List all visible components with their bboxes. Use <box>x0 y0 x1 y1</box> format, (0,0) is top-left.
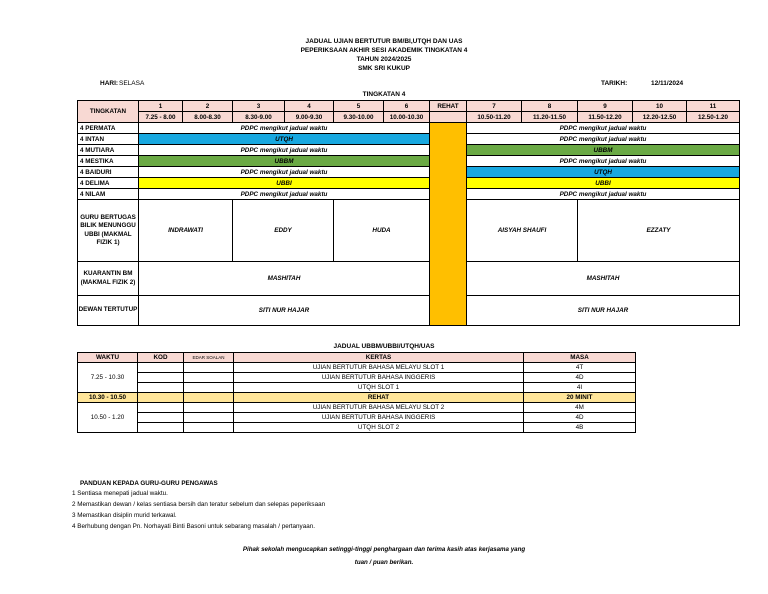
period-10: 10 <box>633 101 687 112</box>
date-label: TARIKH: <box>601 80 628 87</box>
kod-cell <box>138 373 184 383</box>
masa-cell: 4T <box>524 363 636 373</box>
exam-row <box>78 413 636 423</box>
guru-name: EZZATY <box>578 200 740 262</box>
class-pm: PDPC mengikut jadual waktu <box>467 189 740 200</box>
class-row <box>78 145 740 156</box>
period-2: 2 <box>183 101 233 112</box>
guide-item-text: Memastikan dewan / kelas sentiasa bersih dan teratur sebelum dan selepas peperiksaan <box>77 501 326 508</box>
dewan-am: SITI NUR HAJAR <box>139 296 430 326</box>
doc-title-line2: PEPERIKSAAN AKHIR SESI AKADEMIK TINGKATAN 4 <box>300 47 468 54</box>
masa-cell: 4M <box>524 403 636 413</box>
period-6: 6 <box>384 101 430 112</box>
class-pm: UBBI <box>467 178 740 189</box>
time-10: 12.20-12.50 <box>633 112 687 123</box>
exam-row <box>78 423 636 433</box>
edar-cell <box>184 373 234 383</box>
exam-row <box>78 403 636 413</box>
kertas-cell: UJIAN BERTUTUR BAHASA MELAYU SLOT 2 <box>234 403 524 413</box>
exam-table <box>77 352 636 433</box>
class-pm: PDPC mengikut jadual waktu <box>467 134 740 145</box>
guide-item <box>72 489 168 499</box>
kertas-cell: UTQH SLOT 1 <box>234 383 524 393</box>
thanks-line2: tuan / puan berikan. <box>354 559 414 566</box>
rehat-header: REHAT <box>430 101 467 112</box>
slot1-time: 7.25 - 10.30 <box>78 363 138 393</box>
doc-title-line1: JADUAL UJIAN BERTUTUR BM/BI,UTQH DAN UAS <box>305 38 463 45</box>
time-11: 12.50-1.20 <box>687 112 740 123</box>
rehat-row <box>78 393 636 403</box>
guide-item-num: 4 <box>72 523 76 530</box>
exam-row <box>78 373 636 383</box>
period-11: 11 <box>687 101 740 112</box>
time-7: 10.50-11.20 <box>467 112 522 123</box>
kod-cell <box>138 393 184 403</box>
doc-title-line3: TAHUN 2024/2025 <box>356 56 412 63</box>
class-name: 4 MUTIARA <box>78 145 139 156</box>
masa-header: MASA <box>524 353 636 363</box>
time-8: 11.20-11.50 <box>522 112 578 123</box>
date-value: 12/11/2024 <box>651 80 684 87</box>
edar-header: EDAR SOALAN <box>184 353 234 363</box>
dewan-row <box>78 296 740 326</box>
edar-cell <box>184 383 234 393</box>
time-2: 8.00-8.30 <box>183 112 233 123</box>
class-row <box>78 167 740 178</box>
kod-cell <box>138 403 184 413</box>
guide-item <box>72 500 325 510</box>
kuarantin-am: MASHITAH <box>139 262 430 296</box>
class-am: PDPC mengikut jadual waktu <box>139 123 430 134</box>
day-label: HARI: <box>100 80 119 87</box>
class-am: PDPC mengikut jadual waktu <box>139 189 430 200</box>
exam-title: JADUAL UBBM/UBBI/UTQH/UAS <box>333 343 435 350</box>
masa-cell: 4I <box>524 383 636 393</box>
class-row <box>78 123 740 134</box>
kod-cell <box>138 423 184 433</box>
kod-cell <box>138 413 184 423</box>
guide-item-num: 2 <box>72 501 76 508</box>
thanks-line1: Pihak sekolah mengucapkan setinggi-tinggi penghargaan dan terima kasih atas kerjasama yang <box>242 546 526 553</box>
class-am: UBBM <box>139 156 430 167</box>
class-am: PDPC mengikut jadual waktu <box>139 167 430 178</box>
guide-item-text: Sentiasa menepati jadual waktu. <box>77 490 168 497</box>
time-3: 8.30-9.00 <box>233 112 285 123</box>
exam-row <box>78 363 636 373</box>
kertas-cell: UTQH SLOT 2 <box>234 423 524 433</box>
period-8: 8 <box>522 101 578 112</box>
class-name: 4 PERMATA <box>78 123 139 134</box>
guide-item-num: 3 <box>72 512 76 519</box>
class-pm: UTQH <box>467 167 740 178</box>
guide-item-num: 1 <box>72 490 76 497</box>
class-pm: PDPC mengikut jadual waktu <box>467 156 740 167</box>
class-name: 4 MESTIKA <box>78 156 139 167</box>
time-1: 7.25 - 8.00 <box>139 112 183 123</box>
guru-row <box>78 200 740 262</box>
period-4: 4 <box>285 101 334 112</box>
class-row <box>78 178 740 189</box>
masa-cell: 4D <box>524 373 636 383</box>
kertas-header: KERTAS <box>234 353 524 363</box>
kertas-cell: UJIAN BERTUTUR BAHASA INGGERIS <box>234 413 524 423</box>
masa-cell: 4B <box>524 423 636 433</box>
guide-title: PANDUAN KEPADA GURU-GURU PENGAWAS <box>80 480 218 487</box>
class-am: PDPC mengikut jadual waktu <box>139 145 430 156</box>
kertas-cell: UJIAN BERTUTUR BAHASA INGGERIS <box>234 373 524 383</box>
waktu-header: WAKTU <box>78 353 138 363</box>
tingkatan-header: TINGKATAN <box>78 101 139 123</box>
period-5: 5 <box>334 101 384 112</box>
class-am: UBBI <box>139 178 430 189</box>
period-7: 7 <box>467 101 522 112</box>
class-name: 4 BAIDURI <box>78 167 139 178</box>
dewan-pm: SITI NUR HAJAR <box>467 296 740 326</box>
masa-cell: 4D <box>524 413 636 423</box>
schedule-table <box>77 100 740 326</box>
slot2-time: 10.50 - 1.20 <box>78 403 138 433</box>
class-name: 4 INTAN <box>78 134 139 145</box>
class-pm: PDPC mengikut jadual waktu <box>467 123 740 134</box>
kod-cell <box>138 363 184 373</box>
kuarantin-row <box>78 262 740 296</box>
kertas-cell: UJIAN BERTUTUR BAHASA MELAYU SLOT 1 <box>234 363 524 373</box>
rehat-time: 10.30 - 10.50 <box>78 393 138 403</box>
class-name: 4 NILAM <box>78 189 139 200</box>
time-4: 9.00-9.30 <box>285 112 334 123</box>
rehat-label: REHAT <box>234 393 524 403</box>
rehat-time-blank <box>430 112 467 123</box>
exam-row <box>78 383 636 393</box>
doc-title-line4: SMK SRI KUKUP <box>357 65 410 72</box>
guru-name: HUDA <box>334 200 430 262</box>
guide-item <box>72 522 315 532</box>
class-row <box>78 156 740 167</box>
period-9: 9 <box>578 101 633 112</box>
edar-cell <box>184 403 234 413</box>
edar-cell <box>184 363 234 373</box>
class-row <box>78 134 740 145</box>
guide-item-text: Memastikan disiplin murid terkawal. <box>77 512 177 519</box>
guru-name: AISYAH SHAUFI <box>467 200 578 262</box>
kuarantin-pm: MASHITAH <box>467 262 740 296</box>
kod-cell <box>138 383 184 393</box>
day-value: SELASA <box>119 80 145 87</box>
level-title: TINGKATAN 4 <box>362 91 406 98</box>
class-row <box>78 189 740 200</box>
period-3: 3 <box>233 101 285 112</box>
class-am: UTQH <box>139 134 430 145</box>
period-1: 1 <box>139 101 183 112</box>
class-pm: UBBM <box>467 145 740 156</box>
kuarantin-label: KUARANTIN BM (MAKMAL FIZIK 2) <box>78 262 139 296</box>
time-5: 9.30-10.00 <box>334 112 384 123</box>
guide-item <box>72 511 177 521</box>
edar-cell <box>184 393 234 403</box>
edar-cell <box>184 423 234 433</box>
dewan-label: DEWAN TERTUTUP <box>78 296 139 326</box>
kod-header: KOD <box>138 353 184 363</box>
time-6: 10.00-10.30 <box>384 112 430 123</box>
rehat-column <box>430 123 467 326</box>
rehat-masa: 20 MINIT <box>524 393 636 403</box>
time-9: 11.50-12.20 <box>578 112 633 123</box>
guru-label: GURU BERTUGAS BILIK MENUNGGU UBBI (MAKMAL FIZIK 1) <box>78 200 139 262</box>
guru-name: INDRAWATI <box>139 200 233 262</box>
edar-cell <box>184 413 234 423</box>
guide-item-text: Berhubung dengan Pn. Norhayati Binti Basoni untuk sebarang masalah / pertanyaan. <box>77 523 315 530</box>
class-name: 4 DELIMA <box>78 178 139 189</box>
guru-name: EDDY <box>233 200 334 262</box>
